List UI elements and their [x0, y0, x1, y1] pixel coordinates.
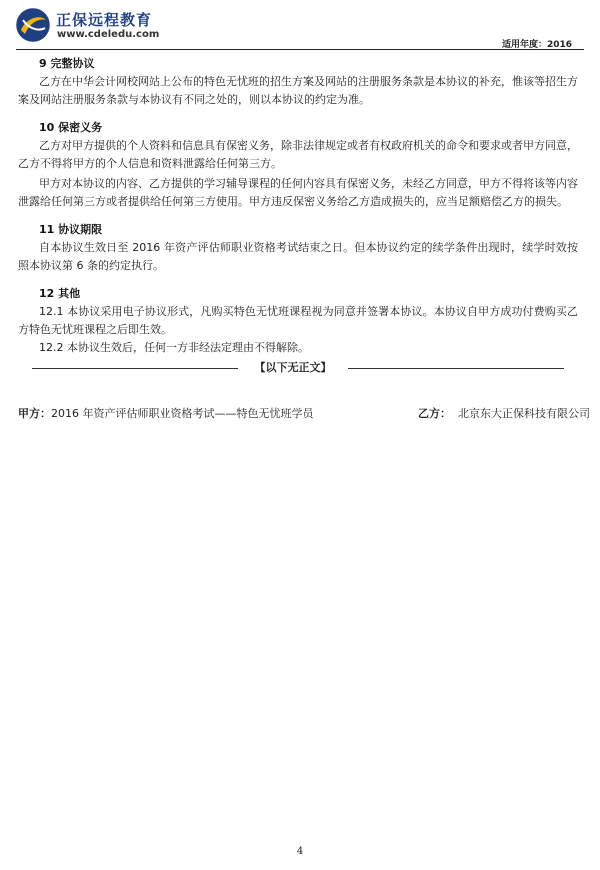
- section-title: 12 其他: [39, 287, 81, 300]
- section-title: 10 保密义务: [39, 121, 103, 134]
- brand-url: www.cdeledu.com: [57, 29, 160, 40]
- party-a-label: 甲方：: [18, 407, 51, 420]
- agreement-body: [18, 55, 578, 377]
- section-paragraph: 12.2 本协议生效后，任何一方非经法定理由不得解除。: [39, 341, 309, 354]
- page-header: [0, 0, 600, 52]
- party-a-value: 2016 年资产评估师职业资格考试——特色无忧班学员: [51, 407, 314, 420]
- applicable-year: 适用年度：2016: [501, 40, 572, 50]
- end-of-text-label: 【以下无正文】: [254, 361, 332, 374]
- page-number: 4: [296, 846, 304, 857]
- section-paragraph: 自本协议生效日至 2016 年资产评估师职业资格考试结束之日。但本协议约定的续学条件出现时，续学时效按照本协议第 6 条的约定执行。: [18, 241, 578, 272]
- end-of-text-marker: [18, 359, 578, 377]
- section-paragraph: 乙方对甲方提供的个人资料和信息具有保密义务，除非法律规定或者有权政府机关的命令和要求或者甲方同意，乙方不得将甲方的个人信息和资料泄露给任何第三方。: [18, 139, 578, 170]
- brand-name: 正保远程教育: [56, 11, 153, 29]
- header-divider: [16, 49, 584, 50]
- party-b: [418, 405, 590, 423]
- end-rule-left: [32, 368, 238, 369]
- party-a: [18, 405, 314, 423]
- section-title: 11 协议期限: [39, 223, 103, 236]
- end-rule-right: [348, 368, 564, 369]
- party-b-value: 北京东大正保科技有限公司: [458, 407, 590, 420]
- globe-logo-icon: [16, 8, 50, 42]
- section-paragraph: 12.1 本协议采用电子协议形式，凡购买特色无忧班课程视为同意并签署本协议。本协议自甲方成功付费购买乙方特色无忧班课程之后即生效。: [18, 305, 578, 336]
- section-title: 9 完整协议: [39, 57, 95, 70]
- section-paragraph: 甲方对本协议的内容、乙方提供的学习辅导课程的任何内容具有保密义务，未经乙方同意，甲方不得将该等内容泄露给任何第三方或者提供给任何第三方使用。甲方违反保密义务给乙方造成损失的，应当足额赔偿乙方的损失。: [18, 177, 578, 208]
- section-paragraph: 乙方在中华会计网校网站上公布的特色无忧班的招生方案及网站的注册服务条款是本协议的补充，惟该等招生方案及网站注册服务条款与本协议有不同之处的，则以本协议的约定为准。: [18, 75, 578, 106]
- party-b-label: 乙方：: [418, 407, 451, 420]
